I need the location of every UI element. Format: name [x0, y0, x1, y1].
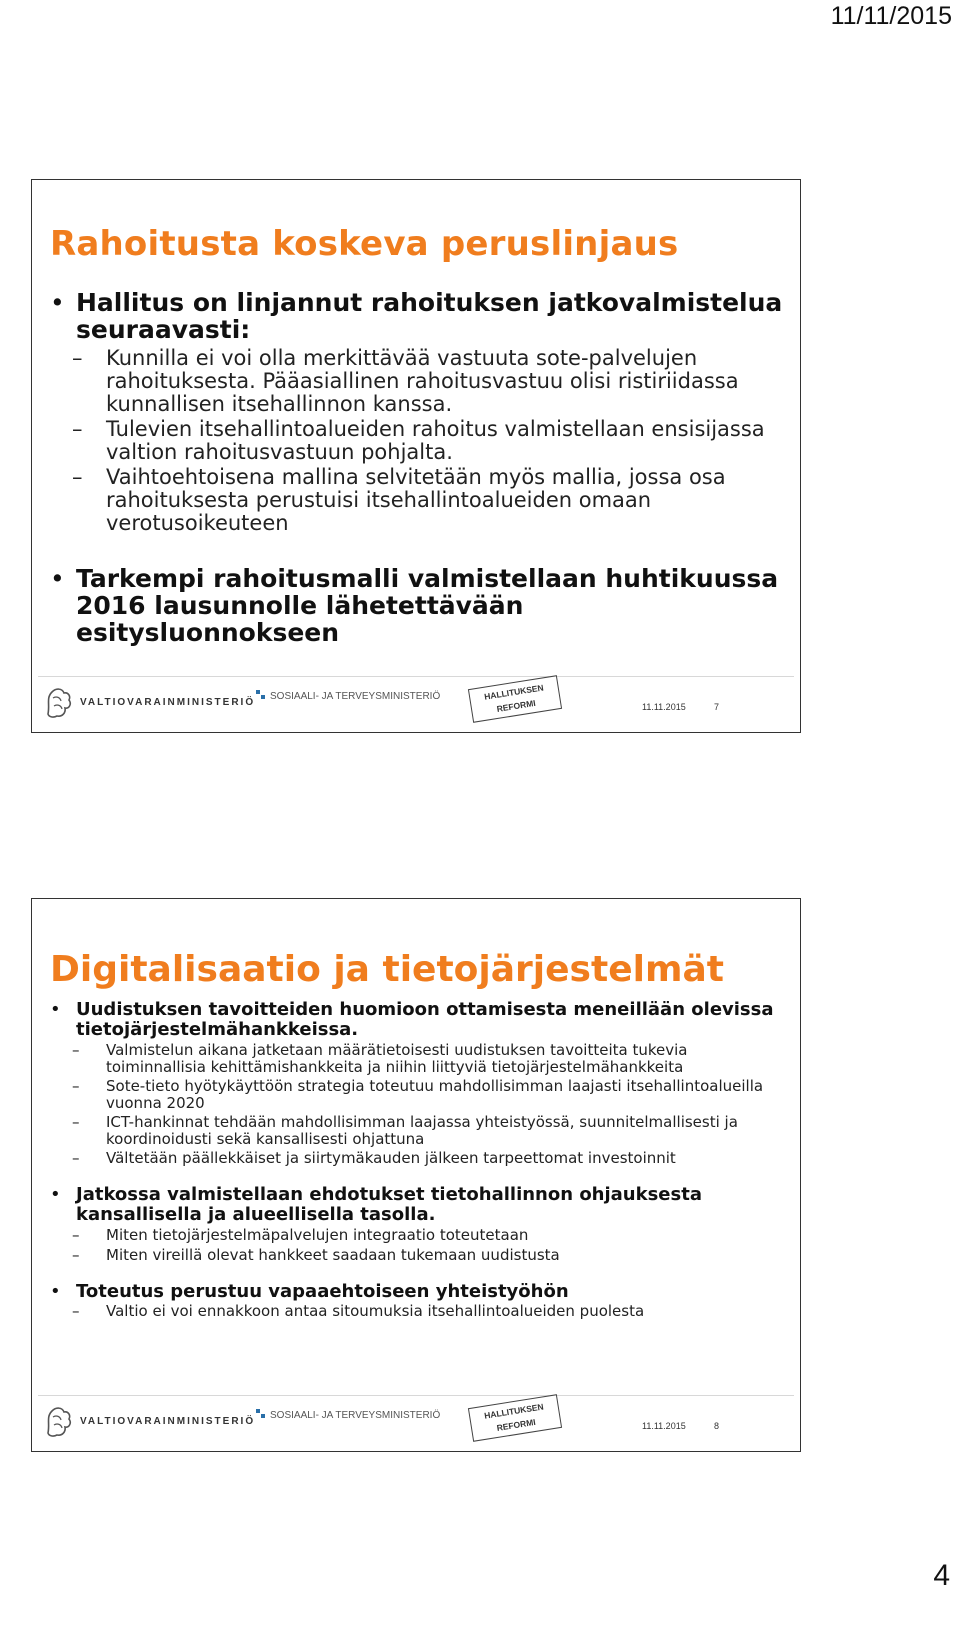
lion-crest-icon	[44, 684, 74, 720]
bullet-item: • Hallitus on linjannut rahoituksen jatkovalmistelua seuraavasti:	[48, 289, 790, 343]
badge-line: REFORMI	[495, 1416, 537, 1433]
footer-date: 11.11.2015	[642, 702, 686, 712]
slide-footer	[38, 1395, 794, 1445]
ministry-name: SOSIAALI- JA TERVEYSMINISTERIÖ	[270, 1409, 441, 1421]
stm-mark-icon	[256, 1409, 266, 1421]
sub-bullet-item: – Miten vireillä olevat hankkeet saadaan tukemaan uudistusta	[48, 1247, 790, 1264]
slide-rahoitus	[31, 179, 801, 733]
slide-content	[48, 289, 790, 646]
sub-bullet-item: – Vältetään päällekkäiset ja siirtymäkauden jälkeen tarpeettomat investoinnit	[48, 1150, 790, 1167]
ministry-name: VALTIOVARAINMINISTERIÖ	[80, 696, 256, 708]
valtiovarainministerio-logo	[44, 684, 255, 720]
slide-footer	[38, 676, 794, 726]
sub-bullet-item: – Miten tietojärjestelmäpalvelujen integraatio toteutetaan	[48, 1227, 790, 1244]
sub-bullet-item: – Valtio ei voi ennakkoon antaa sitoumuksia itsehallintoalueiden puolesta	[48, 1303, 790, 1320]
valtiovarainministerio-logo	[44, 1403, 255, 1439]
slide-number: 8	[714, 1421, 720, 1431]
ministry-name: VALTIOVARAINMINISTERIÖ	[80, 1415, 256, 1427]
slide-content	[48, 1000, 790, 1320]
footer-divider	[38, 676, 794, 677]
sub-bullet-item: – Valmistelun aikana jatketaan määrätietoisesti uudistuksen tavoitteita tukevia toiminnallisia kehittämishankkeita ja niihin liittyviä tietojärjestelmähankkeita	[48, 1042, 790, 1076]
slide-number: 7	[714, 702, 720, 712]
badge-line: HALLITUKSEN	[483, 682, 545, 702]
hallituksen-reformi-badge	[468, 675, 562, 723]
stm-mark-icon	[256, 690, 266, 702]
bullet-item: • Uudistuksen tavoitteiden huomioon ottamisesta meneillään olevissa tietojärjestelmähankkeissa.	[48, 1000, 790, 1040]
footer-date: 11.11.2015	[642, 1421, 686, 1431]
stm-logo	[256, 690, 440, 702]
sub-bullet-item: – Kunnilla ei voi olla merkittävää vastuuta sote-palvelujen rahoituksesta. Pääasiallinen rahoitusvastuu olisi ristiriidassa kunnallisen itsehallinnon kanssa.	[48, 347, 790, 416]
bullet-item: • Jatkossa valmistellaan ehdotukset tietohallinnon ohjauksesta kansallisella ja alueellisella tasolla.	[48, 1185, 790, 1225]
sub-bullet-item: – Tulevien itsehallintoalueiden rahoitus valmistellaan ensisijassa valtion rahoitusvastuun pohjalta.	[48, 418, 790, 464]
slide-digitalisaatio	[31, 898, 801, 1452]
sub-bullet-item: – ICT-hankinnat tehdään mahdollisimman laajassa yhteistyössä, suunnitelmallisesti ja koordinoidusti sekä kansallisesti ohjattuna	[48, 1114, 790, 1148]
slide-title: Rahoitusta koskeva peruslinjaus	[50, 224, 679, 264]
lion-crest-icon	[44, 1403, 74, 1439]
ministry-name: SOSIAALI- JA TERVEYSMINISTERIÖ	[270, 690, 441, 702]
sub-bullet-item: – Vaihtoehtoisena mallina selvitetään myös mallia, jossa osa rahoituksesta perustuisi itsehallintoalueiden omaan verotusoikeuteen	[48, 466, 790, 535]
page-number: 4	[933, 1559, 950, 1592]
slide-title: Digitalisaatio ja tietojärjestelmät	[50, 949, 724, 990]
bullet-item: • Tarkempi rahoitusmalli valmistellaan huhtikuussa 2016 lausunnolle lähetettävään esitysluonnokseen	[48, 565, 790, 646]
footer-divider	[38, 1395, 794, 1396]
stm-logo	[256, 1409, 440, 1421]
bullet-item: • Toteutus perustuu vapaaehtoiseen yhteistyöhön	[48, 1282, 790, 1302]
badge-line: HALLITUKSEN	[483, 1401, 545, 1421]
hallituksen-reformi-badge	[468, 1394, 562, 1442]
page-date: 11/11/2015	[830, 2, 952, 30]
sub-bullet-item: – Sote-tieto hyötykäyttöön strategia toteutuu mahdollisimman laajasti itsehallintoalueilla vuonna 2020	[48, 1078, 790, 1112]
badge-line: REFORMI	[495, 697, 537, 714]
